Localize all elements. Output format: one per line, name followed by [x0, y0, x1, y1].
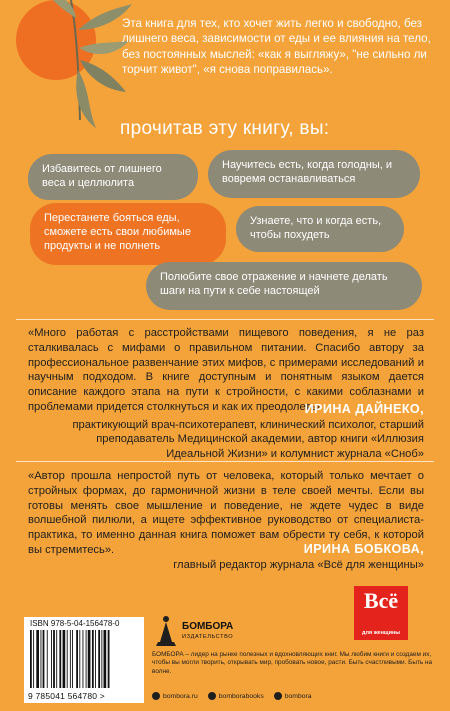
social-link-label: bombora: [284, 692, 312, 700]
barcode-stripe: [83, 630, 84, 688]
globe-icon: [152, 692, 160, 700]
barcode-stripe: [51, 630, 52, 688]
magazine-title: Всё: [363, 588, 399, 613]
magazine-logo: [354, 586, 408, 640]
barcode-stripe: [92, 630, 94, 688]
barcode-stripe: [43, 630, 45, 688]
barcode-stripe: [53, 630, 55, 688]
barcode-stripe: [63, 630, 66, 688]
publisher-description: БОМБОРА – лидер на рынке полезных и вдохновляющих книг. Мы любим книги и создаем их, чтобы вы могли творить, открывать мир, пробовать новое, расти. Быть счастливыми. Быть на волне.: [152, 651, 433, 675]
vk-icon: [208, 692, 216, 700]
review-quote: «Много работая с расстройствами пищевого поведения, я не раз сталкивалась с мифами о правильном питании. Спасибо автору за профессиональное развенчание этих мифов, с примерами исследований и научным подходом. В книге доступным и понятным языком дается описание каждого этапа на пути к стройности, с какими соблазнами и проблемами придется столкнуться и как их преодолеть».: [28, 327, 424, 413]
intro-text: Эта книга для тех, кто хочет жить легко и свободно, без лишнего веса, зависимости от еды и ее влияния на тело, без постоянных мыслей: «как я выгляжу», "не сильно ли торчит живот", «я снова поправилась».: [122, 17, 431, 77]
barcode-stripe: [108, 630, 110, 688]
barcode: [24, 617, 144, 703]
barcode-stripe: [33, 630, 34, 688]
orange-branch-illustration: [0, 0, 140, 140]
barcode-stripe: [76, 630, 78, 688]
publisher-logo-name: БОМБОРА: [182, 621, 234, 632]
magazine-subtitle: для женщины: [362, 630, 400, 636]
barcode-stripe: [104, 630, 107, 688]
social-link-label: bombora.ru: [163, 692, 198, 700]
barcode-stripe: [98, 630, 100, 688]
barcode-stripe: [56, 630, 57, 688]
social-link-telegram[interactable]: [274, 692, 312, 700]
benefit-bubble-hunger: Научитесь есть, когда голодны, и вовремя останавливаться: [208, 150, 420, 198]
isbn-label: ISBN 978-5-04-156478-0: [30, 619, 120, 628]
telegram-icon: [274, 692, 282, 700]
review-quote: «Автор прошла непростой путь от человека, который только мечтает о стройных формах, до гармоничной жизни в теле своей мечты. Если вы готовы менять свое мышление и поведение, не ждете чудес в виде волшебной пилюли, а ищете эффективное руководство от специалиста-практика, то именно данная книга поможет вам обрести ту себя, к которой вы стремитесь».: [28, 470, 424, 556]
barcode-stripe: [41, 630, 42, 688]
barcode-stripe: [59, 630, 61, 688]
barcode-stripe: [36, 630, 39, 688]
divider: [16, 319, 434, 320]
barcode-stripe: [70, 630, 71, 688]
barcode-stripe: [30, 630, 32, 688]
barcode-stripe: [95, 630, 96, 688]
barcode-stripe: [101, 630, 102, 688]
barcode-stripe: [47, 630, 48, 688]
review-author: ИРИНА ДАЙНЕКО,: [304, 402, 424, 416]
barcode-stripe: [72, 630, 73, 688]
social-links: [152, 692, 312, 700]
barcode-stripe: [86, 630, 87, 688]
barcode-stripe: [88, 630, 91, 688]
benefit-bubble-food-fear: Перестанете бояться еды, сможете есть свои любимые продукты и не полнеть: [30, 203, 226, 265]
social-link-website[interactable]: [152, 692, 198, 700]
social-link-label: bomborabooks: [218, 692, 264, 700]
barcode-bars: [30, 630, 138, 688]
benefit-bubble-when-to-eat: Узнаете, что и когда есть, чтобы похудеть: [236, 206, 404, 252]
benefit-bubble-self-love: Полюбите свое отражение и начнете делать шаги на пути к себе настоящей: [146, 262, 422, 310]
review-author-role: главный редактор журнала «Всё для женщины»: [173, 559, 424, 571]
divider: [16, 461, 434, 462]
social-link-vk[interactable]: [208, 692, 264, 700]
review-author-role: практикующий врач-психотерапевт, клинический психолог, старший преподаватель Медицинской академии, автор книги «Иллюзия Идеальной Жизни» и колумнист журнала «Сноб»: [72, 419, 424, 460]
barcode-stripe: [79, 630, 80, 688]
benefits-heading: прочитав эту книгу, вы:: [120, 118, 330, 139]
barcode-stripe: [67, 630, 68, 688]
benefit-bubble-weight: Избавитесь от лишнего веса и целлюлита: [28, 154, 198, 200]
review-author: ИРИНА БОБКОВА,: [303, 542, 424, 556]
barcode-number: 9 785041 564780 >: [28, 691, 105, 701]
publisher-logo-sub: ИЗДАТЕЛЬСТВО: [182, 634, 234, 640]
